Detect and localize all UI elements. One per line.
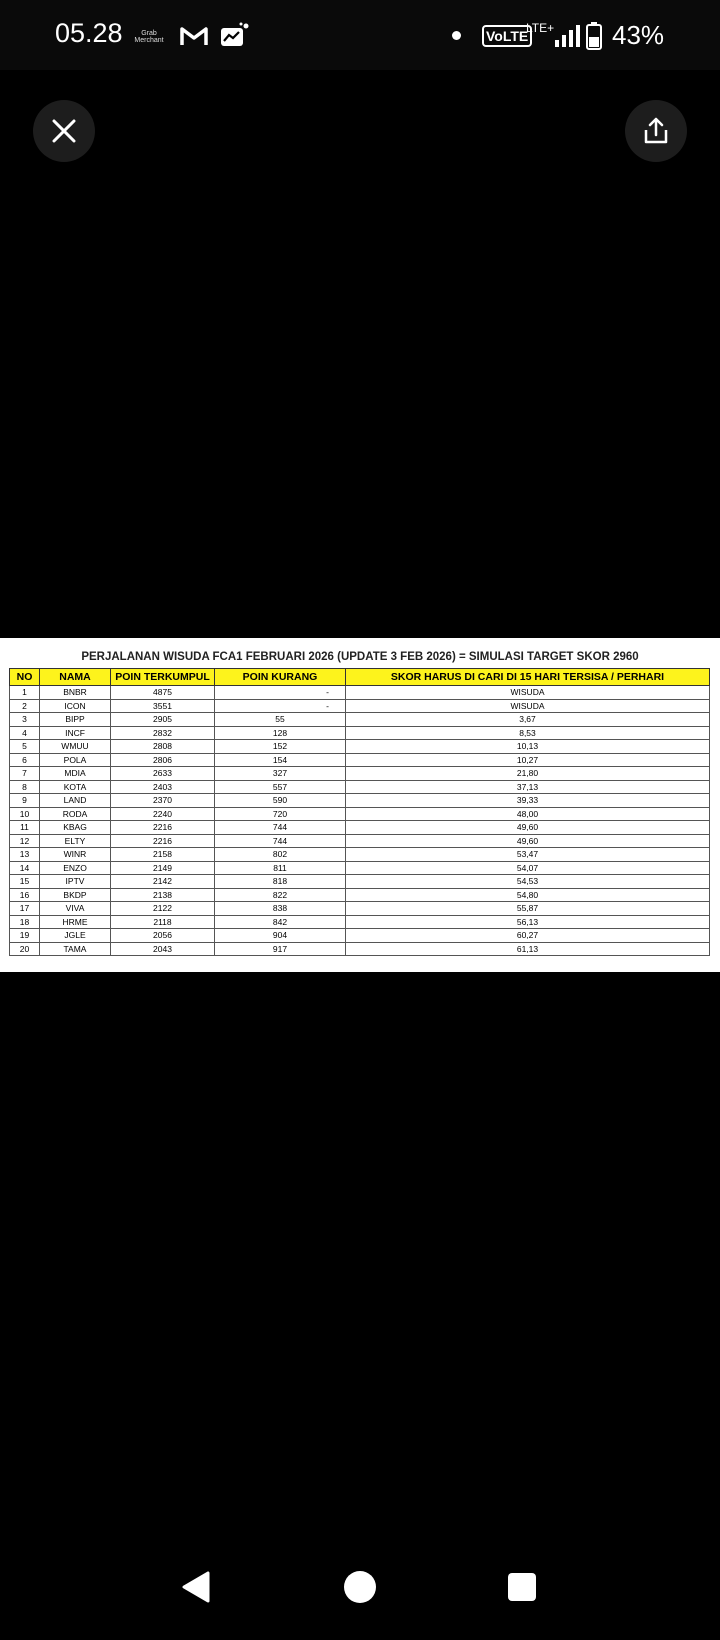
gmail-icon	[180, 25, 208, 47]
cell-no: 18	[10, 915, 40, 929]
close-icon	[51, 118, 77, 144]
column-header-no: NO	[10, 669, 40, 686]
table-row	[10, 699, 710, 713]
cell-poin-kurang: 327	[215, 767, 346, 781]
cell-no: 19	[10, 929, 40, 943]
table-row	[10, 902, 710, 916]
table-row	[10, 929, 710, 943]
cell-nama: BKDP	[40, 888, 111, 902]
navigation-bar	[0, 1540, 720, 1640]
cell-skor-harian: WISUDA	[346, 686, 710, 700]
cell-nama: RODA	[40, 807, 111, 821]
table-row	[10, 767, 710, 781]
cell-skor-harian: 8,53	[346, 726, 710, 740]
cell-poin-kurang: 557	[215, 780, 346, 794]
cell-skor-harian: WISUDA	[346, 699, 710, 713]
signal-icon	[554, 24, 580, 48]
cell-poin-kurang: -	[215, 686, 346, 700]
recents-button[interactable]	[497, 1562, 547, 1612]
cell-poin-kurang: 152	[215, 740, 346, 754]
cell-poin-terkumpul: 2122	[111, 902, 215, 916]
cell-nama: BNBR	[40, 686, 111, 700]
cell-no: 12	[10, 834, 40, 848]
back-icon	[178, 1569, 214, 1605]
cell-nama: BIPP	[40, 713, 111, 727]
cell-poin-terkumpul: 2216	[111, 821, 215, 835]
cell-poin-terkumpul: 2633	[111, 767, 215, 781]
cell-nama: ELTY	[40, 834, 111, 848]
cell-no: 9	[10, 794, 40, 808]
close-button[interactable]	[33, 100, 95, 162]
table-row	[10, 713, 710, 727]
cell-poin-terkumpul: 3551	[111, 699, 215, 713]
cell-nama: TAMA	[40, 942, 111, 956]
cell-no: 5	[10, 740, 40, 754]
cell-nama: MDIA	[40, 767, 111, 781]
cell-nama: KOTA	[40, 780, 111, 794]
table-row	[10, 861, 710, 875]
recents-icon	[506, 1571, 538, 1603]
table-row	[10, 686, 710, 700]
cell-poin-terkumpul: 2149	[111, 861, 215, 875]
cell-no: 15	[10, 875, 40, 889]
table-row	[10, 915, 710, 929]
column-header-poin-terkumpul: POIN TERKUMPUL	[111, 669, 215, 686]
cell-nama: ICON	[40, 699, 111, 713]
cell-no: 3	[10, 713, 40, 727]
cell-skor-harian: 54,07	[346, 861, 710, 875]
cell-skor-harian: 54,80	[346, 888, 710, 902]
notification-dot	[452, 31, 461, 40]
table-row	[10, 753, 710, 767]
cell-skor-harian: 61,13	[346, 942, 710, 956]
cell-poin-kurang: 802	[215, 848, 346, 862]
cell-no: 13	[10, 848, 40, 862]
cell-skor-harian: 56,13	[346, 915, 710, 929]
table-row	[10, 942, 710, 956]
table-row	[10, 875, 710, 889]
lte-indicator: LTE+	[526, 21, 555, 35]
cell-poin-kurang: 917	[215, 942, 346, 956]
cell-no: 4	[10, 726, 40, 740]
volte-badge: VoLTE	[482, 25, 532, 47]
cell-no: 16	[10, 888, 40, 902]
cell-poin-kurang: 590	[215, 794, 346, 808]
cell-poin-terkumpul: 2806	[111, 753, 215, 767]
cell-no: 7	[10, 767, 40, 781]
cell-no: 2	[10, 699, 40, 713]
cell-nama: HRME	[40, 915, 111, 929]
table-row	[10, 807, 710, 821]
cell-poin-kurang: 842	[215, 915, 346, 929]
cell-poin-kurang: 55	[215, 713, 346, 727]
cell-poin-kurang: 744	[215, 834, 346, 848]
cell-no: 6	[10, 753, 40, 767]
cell-poin-kurang: 128	[215, 726, 346, 740]
share-icon	[641, 116, 671, 146]
cell-skor-harian: 55,87	[346, 902, 710, 916]
battery-percentage: 43%	[612, 20, 665, 50]
cell-skor-harian: 10,13	[346, 740, 710, 754]
cell-poin-kurang: 154	[215, 753, 346, 767]
score-table	[9, 668, 710, 956]
cell-poin-terkumpul: 2043	[111, 942, 215, 956]
cell-nama: VIVA	[40, 902, 111, 916]
clock: 05.28	[55, 18, 123, 48]
home-button[interactable]	[335, 1562, 385, 1612]
cell-poin-kurang: -	[215, 699, 346, 713]
cell-nama: WINR	[40, 848, 111, 862]
cell-nama: WMUU	[40, 740, 111, 754]
table-row	[10, 740, 710, 754]
cell-nama: ENZO	[40, 861, 111, 875]
cell-skor-harian: 53,47	[346, 848, 710, 862]
cell-skor-harian: 37,13	[346, 780, 710, 794]
cell-no: 11	[10, 821, 40, 835]
cell-skor-harian: 48,00	[346, 807, 710, 821]
cell-poin-terkumpul: 2403	[111, 780, 215, 794]
table-row	[10, 821, 710, 835]
cell-nama: JGLE	[40, 929, 111, 943]
cell-poin-terkumpul: 2142	[111, 875, 215, 889]
cell-no: 17	[10, 902, 40, 916]
table-row	[10, 888, 710, 902]
status-bar	[0, 0, 720, 70]
cell-skor-harian: 49,60	[346, 821, 710, 835]
cell-poin-kurang: 744	[215, 821, 346, 835]
cell-poin-terkumpul: 2216	[111, 834, 215, 848]
cell-poin-kurang: 904	[215, 929, 346, 943]
table-row	[10, 780, 710, 794]
battery-icon	[586, 22, 602, 50]
column-header-nama: NAMA	[40, 669, 111, 686]
cell-poin-terkumpul: 2138	[111, 888, 215, 902]
share-button[interactable]	[625, 100, 687, 162]
cell-no: 14	[10, 861, 40, 875]
cell-nama: POLA	[40, 753, 111, 767]
table-header-row	[10, 669, 710, 686]
home-icon	[342, 1569, 378, 1605]
cell-no: 10	[10, 807, 40, 821]
cell-poin-kurang: 720	[215, 807, 346, 821]
cell-no: 1	[10, 686, 40, 700]
cell-poin-terkumpul: 2158	[111, 848, 215, 862]
cell-no: 20	[10, 942, 40, 956]
document-image[interactable]	[0, 638, 720, 972]
cell-skor-harian: 10,27	[346, 753, 710, 767]
cell-poin-terkumpul: 2808	[111, 740, 215, 754]
cell-skor-harian: 54,53	[346, 875, 710, 889]
cell-skor-harian: 39,33	[346, 794, 710, 808]
chart-notification-icon	[220, 22, 250, 48]
table-body	[10, 686, 710, 956]
cell-nama: LAND	[40, 794, 111, 808]
cell-poin-terkumpul: 2832	[111, 726, 215, 740]
column-header-skor-harian: SKOR HARUS DI CARI DI 15 HARI TERSISA / PERHARI	[346, 669, 710, 686]
cell-poin-kurang: 838	[215, 902, 346, 916]
column-header-poin-kurang: POIN KURANG	[215, 669, 346, 686]
cell-poin-kurang: 818	[215, 875, 346, 889]
cell-poin-terkumpul: 2056	[111, 929, 215, 943]
cell-skor-harian: 3,67	[346, 713, 710, 727]
cell-nama: KBAG	[40, 821, 111, 835]
cell-poin-terkumpul: 2118	[111, 915, 215, 929]
cell-poin-terkumpul: 2370	[111, 794, 215, 808]
cell-skor-harian: 49,60	[346, 834, 710, 848]
back-button[interactable]	[171, 1562, 221, 1612]
cell-poin-terkumpul: 4875	[111, 686, 215, 700]
table-row	[10, 848, 710, 862]
table-row	[10, 834, 710, 848]
cell-poin-kurang: 822	[215, 888, 346, 902]
cell-poin-kurang: 811	[215, 861, 346, 875]
table-row	[10, 726, 710, 740]
table-row	[10, 794, 710, 808]
cell-nama: INCF	[40, 726, 111, 740]
cell-poin-terkumpul: 2240	[111, 807, 215, 821]
document-title: PERJALANAN WISUDA FCA1 FEBRUARI 2026 (UPDATE 3 FEB 2026) = SIMULASI TARGET SKOR 2960	[81, 651, 639, 663]
cell-skor-harian: 60,27	[346, 929, 710, 943]
cell-poin-terkumpul: 2905	[111, 713, 215, 727]
cell-skor-harian: 21,80	[346, 767, 710, 781]
cell-nama: IPTV	[40, 875, 111, 889]
grab-merchant-notification-icon: Grab Merchant	[134, 30, 164, 44]
cell-no: 8	[10, 780, 40, 794]
